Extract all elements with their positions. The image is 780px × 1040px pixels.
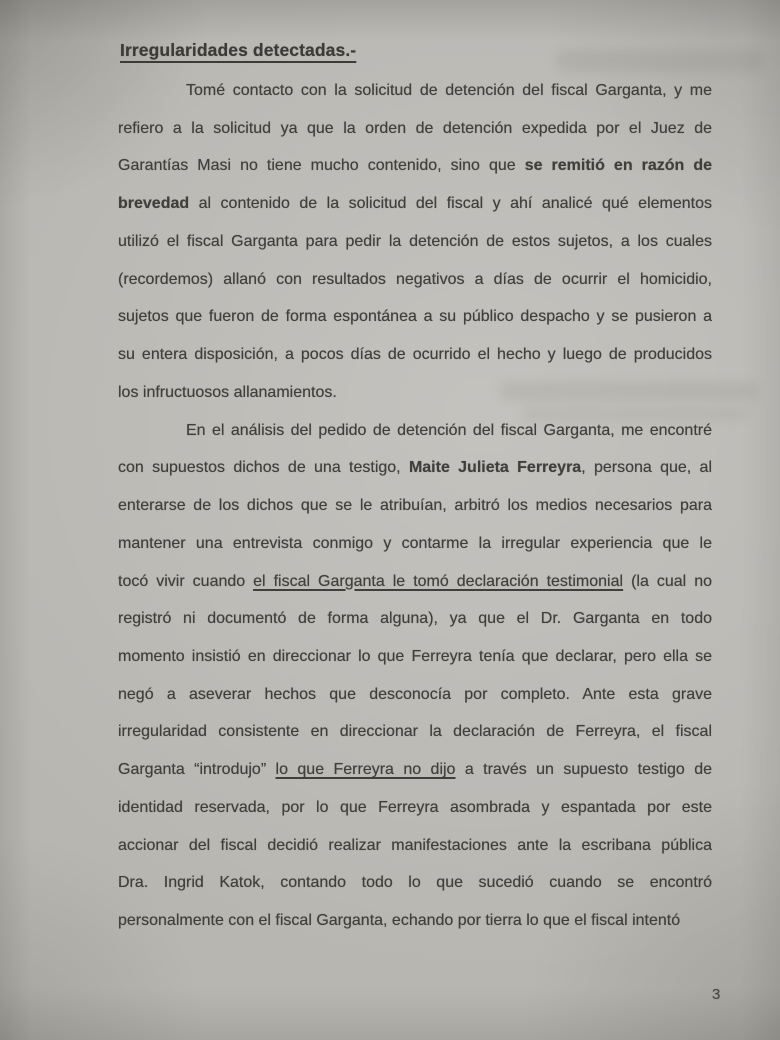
text-run: mantener una entrevista conmigo y contarme la irregular experiencia que le xyxy=(118,534,712,552)
text-run: personalmente con el fiscal Garganta, echando por tierra lo que el fiscal intentó xyxy=(118,912,681,930)
text-line xyxy=(118,902,712,940)
bold-text-run: brevedad xyxy=(118,195,190,213)
text-run: a través un supuesto testigo de xyxy=(455,761,712,779)
text-run: identidad reservada, por lo que Ferreyra asombrada y espantada por este xyxy=(118,798,712,816)
text-line xyxy=(118,600,712,638)
text-run: En el análisis del pedido de detención del fiscal Garganta, me encontré xyxy=(186,421,712,439)
document-body xyxy=(118,72,712,940)
text-run: , persona que, al xyxy=(581,459,712,477)
text-run: Garantías Masi no tiene mucho contenido, sino que xyxy=(118,157,525,175)
bold-text-run: Maite Julieta Ferreyra xyxy=(408,459,582,477)
text-line xyxy=(118,261,712,299)
text-run: accionar del fiscal decidió realizar manifestaciones ante la escribana pública xyxy=(118,836,712,854)
text-line xyxy=(118,147,712,185)
text-run: enterarse de los dichos que se le atribuían, arbitró los medios necesarios para xyxy=(118,497,712,515)
text-line xyxy=(118,449,712,487)
page-number: 3 xyxy=(712,986,721,1003)
text-run: registró ni documentó de forma alguna), ya que el Dr. Garganta en todo xyxy=(118,610,712,628)
text-run: los infructuosos allanamientos. xyxy=(118,383,337,401)
bleed-through-mark xyxy=(556,50,764,72)
text-line xyxy=(118,487,712,525)
text-run: momento insistió en direccionar lo que Ferreyra tenía que declarar, pero ella se xyxy=(118,648,712,666)
text-run: con supuestos dichos de una testigo, xyxy=(118,459,409,477)
text-line xyxy=(118,751,712,789)
text-line xyxy=(118,336,712,374)
document-heading: Irregularidades detectadas.- xyxy=(120,40,357,60)
text-line xyxy=(118,638,712,676)
text-line xyxy=(118,563,712,601)
text-run: irregularidad consistente en direccionar la declaración de Ferreyra, el fiscal xyxy=(118,723,712,741)
text-run: utilizó el fiscal Garganta para pedir la detención de estos sujetos, a los cuales xyxy=(118,232,712,250)
text-line xyxy=(118,676,712,714)
text-run: tocó vivir cuando xyxy=(118,572,254,590)
text-line xyxy=(118,374,712,412)
text-run: sujetos que fueron de forma espontánea a su público despacho y se pusieron a xyxy=(118,308,712,326)
text-line xyxy=(118,223,712,261)
text-run: Tomé contacto con la solicitud de detención del fiscal Garganta, y me xyxy=(186,82,712,99)
text-line xyxy=(118,72,712,110)
text-line xyxy=(118,713,712,751)
underlined-text-run: lo que Ferreyra no dijo xyxy=(275,761,456,779)
text-run: su entera disposición, a pocos días de ocurrido el hecho y luego de producidos xyxy=(118,346,712,364)
text-line xyxy=(118,789,712,827)
text-line xyxy=(118,298,712,336)
text-line xyxy=(118,864,712,902)
text-line xyxy=(118,827,712,865)
text-run: refiero a la solicitud ya que la orden de detención expedida por el Juez de xyxy=(118,119,712,137)
text-line xyxy=(118,110,712,148)
text-run: al contenido de la solicitud del fiscal y ahí analicé qué elementos xyxy=(189,195,712,213)
text-run: (recordemos) allanó con resultados negativos a días de ocurrir el homicidio, xyxy=(118,270,712,288)
underlined-text-run: el fiscal Garganta le tomó declaración testimonial xyxy=(253,572,624,590)
text-run: (la cual no xyxy=(623,572,712,590)
text-run: negó a aseverar hechos que desconocía por completo. Ante esta grave xyxy=(118,685,712,703)
bold-text-run: se remitió en razón de xyxy=(524,157,712,175)
text-run: Garganta “introdujo” xyxy=(118,761,276,779)
text-line xyxy=(118,185,712,223)
text-run: Dra. Ingrid Katok, contando todo lo que sucedió cuando se encontró xyxy=(118,874,712,892)
text-line xyxy=(118,525,712,563)
text-line xyxy=(118,412,712,450)
